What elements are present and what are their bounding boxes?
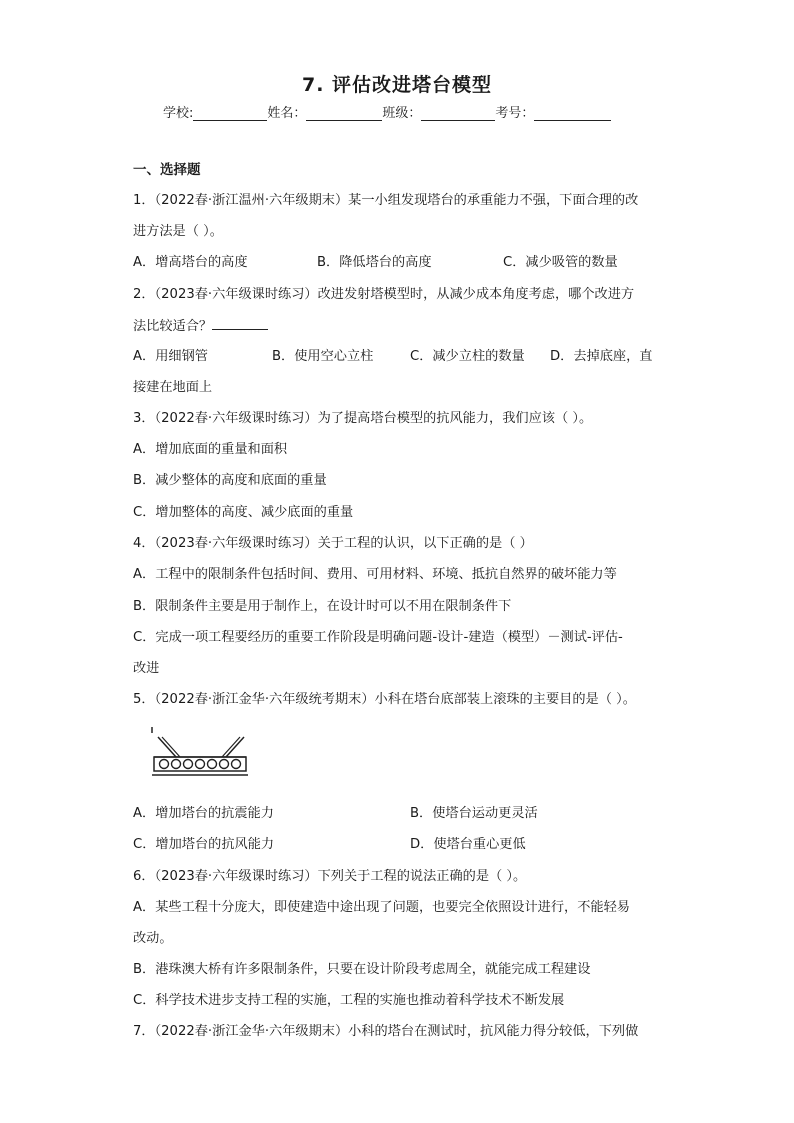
q2-option-b[interactable]: B．使用空心立柱 (272, 349, 374, 364)
q4-option-b[interactable]: B．限制条件主要是用于制作上，在设计时可以不用在限制条件下 (133, 599, 512, 614)
q4-option-c-cont: 改进 (133, 661, 160, 676)
q5-option-b[interactable]: B．使塔台运动更灵活 (410, 806, 538, 821)
q7-stem: 7．（2022春·浙江金华·六年级期末）小科的塔台在测试时，抗风能力得分较低，下列做 (133, 1024, 639, 1039)
q1-stem-line2: 进方法是（ ）。 (133, 224, 223, 239)
q6-option-a-cont: 改动。 (133, 931, 173, 946)
q6-stem: 6．（2023春·六年级课时练习）下列关于工程的说法正确的是（ ）。 (133, 869, 527, 884)
name-label: 姓名： (267, 106, 307, 121)
q2-answer-blank[interactable] (212, 316, 268, 330)
q6-option-c[interactable]: C．科学技术进步支持工程的实施，工程的实施也推动着科学技术不断发展 (133, 993, 565, 1008)
q4-option-a[interactable]: A．工程中的限制条件包括时间、费用、可用材料、环境、抵抗自然界的破坏能力等 (133, 567, 617, 582)
class-field[interactable] (421, 106, 495, 121)
q1-option-a[interactable]: A．增高塔台的高度 (133, 255, 248, 270)
q2-option-a[interactable]: A．用细钢管 (133, 349, 208, 364)
tower-base-ball-bearing-figure (148, 723, 248, 785)
school-label: 学校: (163, 106, 194, 121)
q3-stem: 3．（2022春·六年级课时练习）为了提高塔台模型的抗风能力，我们应该（ ）。 (133, 411, 593, 426)
q1-option-b[interactable]: B．降低塔台的高度 (317, 255, 432, 270)
exam-no-field[interactable] (534, 106, 611, 121)
q4-stem: 4．（2023春·六年级课时练习）关于工程的认识，以下正确的是（ ） (133, 536, 533, 551)
q3-option-a[interactable]: A．增加底面的重量和面积 (133, 442, 288, 457)
q2-stem-text: 法比较适合？ (133, 319, 213, 334)
q4-option-c[interactable]: C．完成一项工程要经历的重要工作阶段是明确问题-设计-建造（模型）－测试-评估- (133, 630, 623, 645)
q1-stem-line1: 1．（2022春·浙江温州·六年级期末）某一小组发现塔台的承重能力不强，下面合理的改 (133, 193, 639, 208)
q2-stem-line1: 2．（2023春·六年级课时练习）改进发射塔模型时，从减少成本角度考虑，哪个改进方 (133, 287, 635, 302)
section-title: 一、选择题 (133, 162, 201, 178)
q5-option-d[interactable]: D．使塔台重心更低 (410, 837, 526, 852)
page-title: 7. 评估改进塔台模型 (301, 74, 493, 96)
name-field[interactable] (306, 106, 382, 121)
exam-no-label: 考号： (495, 106, 535, 121)
class-label: 班级： (382, 106, 422, 121)
school-field[interactable] (193, 106, 267, 121)
q2-option-c[interactable]: C．减少立柱的数量 (410, 349, 525, 364)
q2-option-d[interactable]: D．去掉底座，直 (550, 349, 653, 364)
q6-option-b[interactable]: B．港珠澳大桥有许多限制条件，只要在设计阶段考虑周全，就能完成工程建设 (133, 962, 591, 977)
q1-option-c[interactable]: C．减少吸管的数量 (503, 255, 618, 270)
q2-stem-line2 (133, 316, 268, 337)
q6-option-a[interactable]: A．某些工程十分庞大，即使建造中途出现了问题，也要完全依照设计进行，不能轻易 (133, 900, 630, 915)
q2-option-d-cont: 接建在地面上 (133, 380, 213, 395)
q5-option-a[interactable]: A．增加塔台的抗震能力 (133, 806, 274, 821)
q3-option-b[interactable]: B．减少整体的高度和底面的重量 (133, 473, 327, 488)
q3-option-c[interactable]: C．增加整体的高度、减少底面的重量 (133, 505, 354, 520)
q5-option-c[interactable]: C．增加塔台的抗风能力 (133, 837, 275, 852)
student-info-row (163, 102, 611, 121)
q5-stem: 5．（2022春·浙江金华·六年级统考期末）小科在塔台底部装上滚珠的主要目的是（ ）。 (133, 692, 636, 707)
